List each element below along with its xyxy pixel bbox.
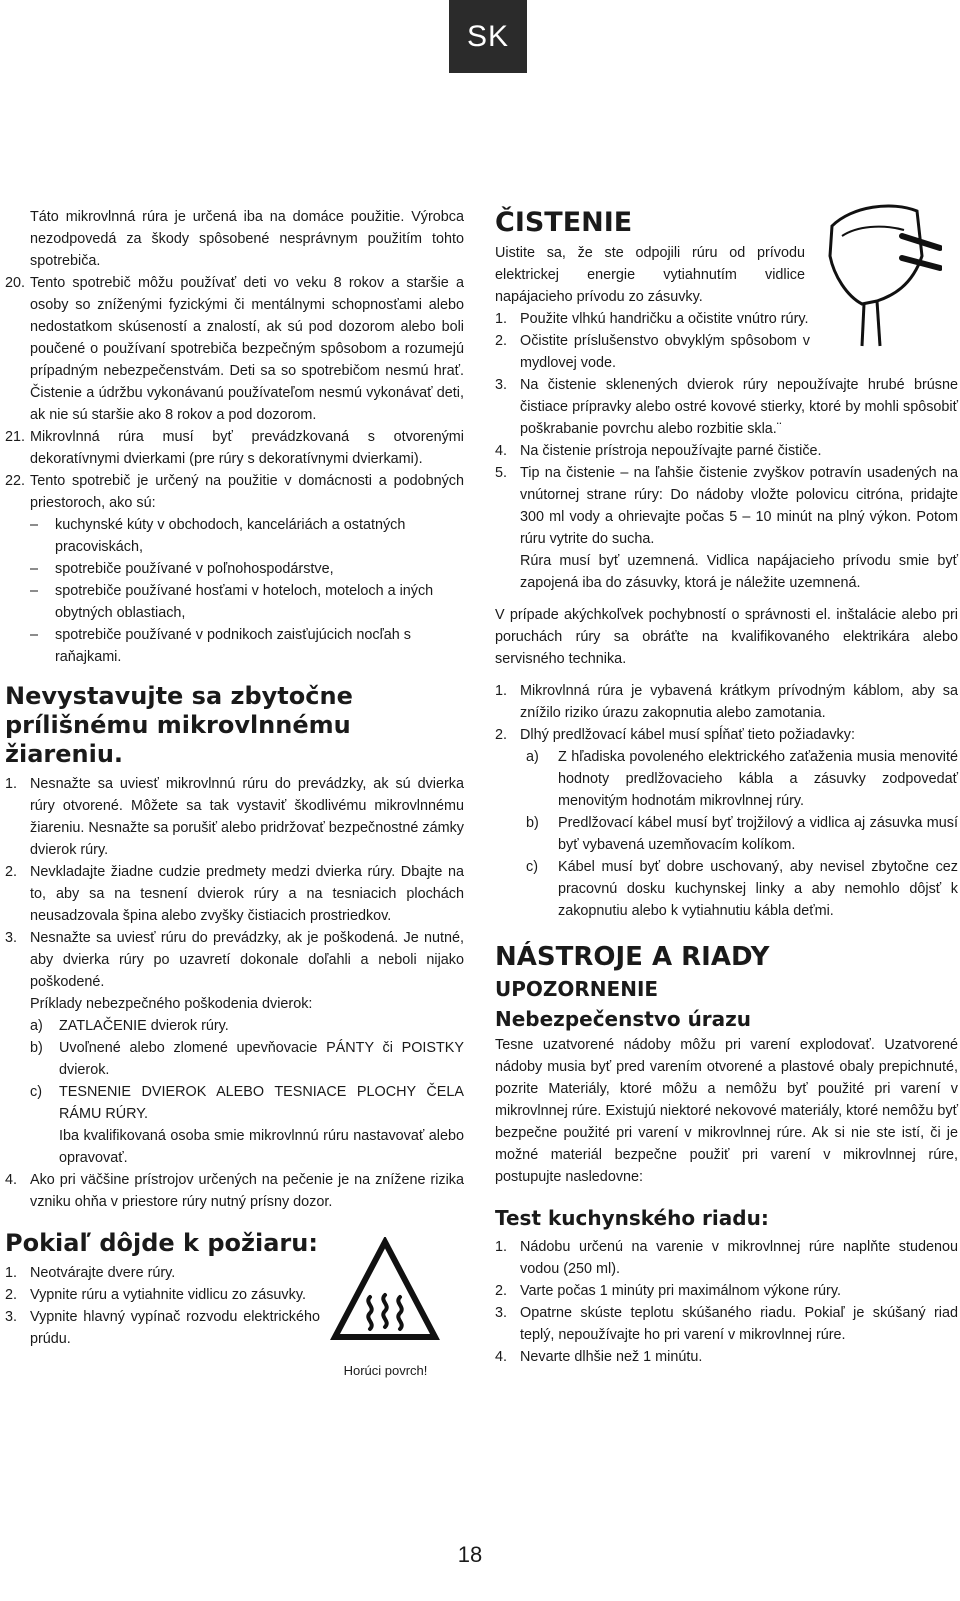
intro-paragraph: Táto mikrovlnná rúra je určená iba na domáce použitie. Výrobca nezodpovedá za škody spôsobené nesprávnym použitím tohto spotrebiča. — [30, 209, 464, 269]
sub-item: a) ZATLAČENIE dvierok rúry. — [30, 1018, 229, 1034]
right-column — [495, 206, 958, 1368]
bullet-item: – spotrebiče používané v podnikoch zaisťujúcich nocľah s raňajkami. — [30, 627, 411, 665]
list-item: 3. Na čistenie sklenených dvierok rúry nepoužívajte hrubé brúsne čistiace prípravky alebo ostré kovové stierky, ktoré by mohli spôsobiť poškrabanie povrchu alebo rozbitie skla.¨ — [495, 377, 958, 437]
page-number: 18 — [457, 1542, 483, 1567]
list-item: 4. Nevarte dlhšie než 1 minútu. — [495, 1349, 703, 1365]
installation-doubt-note: V prípade akýchkoľvek pochybností o správnosti el. inštalácie alebo pri poruchách rúry sa obráťte na kvalifikovaného elektrikára alebo servisného technika. — [495, 607, 958, 667]
left-column — [5, 206, 464, 1350]
list-item: 3. Nesnažte sa uviesť rúru do prevádzky, ak je poškodená. Je nutné, aby dvierka rúry po uzavretí dokonale doľahli a neboli nijako poškodené. — [5, 930, 464, 990]
list-item: 5. Tip na čistenie – na ľahšie čistenie zvyškov potravín usadených na vnútornej strane rúry: Do nádoby vložte polovicu citróna, pridajte 300 ml vody a ohrievajte počas 5 – 10 minút na plný výkon. Potom rúru vytrite do sucha. — [495, 465, 958, 547]
list-item: 3. Opatrne skúste teplotu skúšaného riadu. Pokiaľ je skúšaný riad teplý, nepoužívajte ho pri varení v mikrovlnnej rúre. — [495, 1305, 958, 1343]
list-item: 1. Nádobu určenú na varenie v mikrovlnnej rúre naplňte studenou vodou (250 ml). — [495, 1239, 958, 1277]
language-code: SK — [466, 19, 510, 53]
bullet-item: – spotrebiče používané hosťami v hoteloch, moteloch a iných obytných oblastiach, — [30, 583, 434, 621]
sub-item: c) TESNENIE DVIEROK ALEBO TESNIACE PLOCHY ČELA RÁMU RÚRY. — [30, 1084, 464, 1122]
heading-warning: UPOZORNENIE — [495, 977, 659, 1001]
list-item: 4. Ako pri väčšine prístrojov určených na pečenie je na znížene rizika vzniku ohňa v priestore rúry nutný prísny dozor. — [5, 1172, 464, 1210]
qualified-person-note: Iba kvalifikovaná osoba smie mikrovlnnú rúru nastavovať alebo opravovať. — [59, 1128, 464, 1166]
examples-intro: Príklady nebezpečného poškodenia dvierok: — [30, 996, 313, 1012]
sub-item: c) Kábel musí byť dobre uschovaný, aby nevisel zbytočne cez pracovnú dosku kuchynskej linky a aby nemohlo dôjsť k zakopnutiu alebo k vytiahnutiu kábla deťmi. — [526, 859, 958, 919]
bullet-item: – kuchynské kúty v obchodoch, kanceláriách a ostatných pracoviskách, — [30, 517, 406, 555]
list-item: 2. Dlhý predlžovací kábel musí spĺňať tieto požiadavky: — [495, 727, 855, 743]
list-item-20: 20. Tento spotrebič môžu používať deti vo veku 8 rokov a staršie a osoby so zníženými fyzickými či mentálnymi schopnosťami alebo nedostatkom skúseností a znalostí, ak sú pod dozorom alebo boli poučené o používaní spotrebiča bezpečným spôsobom a rozumejú prípadným nebezpečenstvám. Deti sa so spotrebičom nesmú hrať. Čistenie a údržbu vykonávanú používateľom nesmú vykonávať deti, ak nie sú staršie ako 8 rokov a pod dozorom. — [5, 275, 464, 423]
sub-item: b) Predlžovací kábel musí byť trojžilový a vidlica aj zásuvka musí byť vybavená uzemňovacím kolíkom. — [526, 815, 958, 853]
list-item: 1. Mikrovlnná rúra je vybavená krátkym prívodným káblom, aby sa znížilo riziko úrazu zakopnutia alebo zamotania. — [495, 683, 958, 721]
language-badge — [449, 0, 527, 73]
danger-paragraph: Tesne uzatvorené nádoby môžu pri varení explodovať. Uzatvorené nádoby musia byť pred varením otvorené a plastové obaly prepichnuté, pozrite Materiály, ktoré môžu a nemôžu byť použité pri varení v mikrovlnnej rúre. Existujú niektoré nekovové materiály, ktoré nemôžu byť bezpečne použité pri varení v mikrovlnnej rúre. Ak si nie ste istí, či je možné materiál bezpečne použiť pri varení v mikrovlnnej rúre, postupujte nasledovne: — [495, 1037, 958, 1185]
heading-cookware-test: Test kuchynského riadu: — [495, 1206, 769, 1230]
list-item: 2. Varte počas 1 minúty pri maximálnom výkone rúry. — [495, 1283, 841, 1299]
list-item-22: 22. Tento spotrebič je určený na použitie v domácnosti a podobných priestoroch, ako sú: — [5, 473, 464, 511]
heading-cleaning: ČISTENIE — [495, 207, 633, 238]
bullet-item: – spotrebiče používané v poľnohospodárstve, — [30, 561, 334, 577]
sub-item: b) Uvoľnené alebo zlomené upevňovacie PÁNTY či POISTKY dvierok. — [30, 1040, 464, 1078]
heading-danger: Nebezpečenstvo úrazu — [495, 1007, 752, 1031]
list-item: 4. Na čistenie prístroja nepoužívajte parné čističe. — [495, 443, 822, 459]
heading-tools: NÁSTROJE A RIADY — [495, 942, 770, 972]
list-item: 1. Neotvárajte dvere rúry. — [5, 1265, 176, 1281]
hot-surface-caption: Horúci povrch! — [343, 1363, 428, 1378]
grounding-note: Rúra musí byť uzemnená. Vidlica napájacieho prívodu smie byť zapojená iba do zásuvky, ktorá je náležite uzemnená. — [520, 553, 958, 591]
list-item: 2. Vypnite rúru a vytiahnite vidlicu zo zásuvky. — [5, 1287, 306, 1303]
cleaning-intro: Uistite sa, že ste odpojili rúru od prívodu elektrickej energie vytiahnutím vidlice napájacieho prívodu zo zásuvky. — [495, 245, 805, 305]
heading-microwave-exposure: Nevystavujte sa zbytočne prílišnému mikrovlnnému žiareniu. — [5, 682, 353, 768]
list-item-21: 21. Mikrovlnná rúra musí byť prevádzkovaná s otvorenými dekoratívnymi dvierkami (pre rúry s dekoratívnymi dvierkami). — [5, 429, 464, 467]
heading-fire: Pokiaľ dôjde k požiaru: — [5, 1229, 318, 1257]
sub-item: a) Z hľadiska povoleného elektrického zaťaženia musia menovité hodnoty predlžovacieho kábla a zásuvky zodpovedať menovitým hodnotám mikrovlnnej rúry. — [526, 749, 958, 809]
list-item: 1. Použite vlhkú handričku a očistite vnútro rúry. — [495, 311, 809, 327]
list-item: 1. Nesnažte sa uviesť mikrovlnnú rúru do prevádzky, ak sú dvierka rúry otvorené. Môžete sa tak vystaviť škodlivému mikrovlnnému žiareniu. Nesnažte sa porušiť alebo pridržovať bezpečnostné zámky dvierok rúry. — [5, 776, 464, 858]
list-item: 2. Očistite príslušenstvo obvyklým spôsobom v mydlovej vode. — [495, 333, 810, 371]
list-item: 3. Vypnite hlavný vypínač rozvodu elektrického prúdu. — [5, 1309, 320, 1347]
list-item: 2. Nevkladajte žiadne cudzie predmety medzi dvierka rúry. Dbajte na to, aby sa na tesnení dvierok rúry a na tesniacich plochách neusadzovala špina alebo zvyšky čistiacich prostriedkov. — [5, 864, 464, 924]
